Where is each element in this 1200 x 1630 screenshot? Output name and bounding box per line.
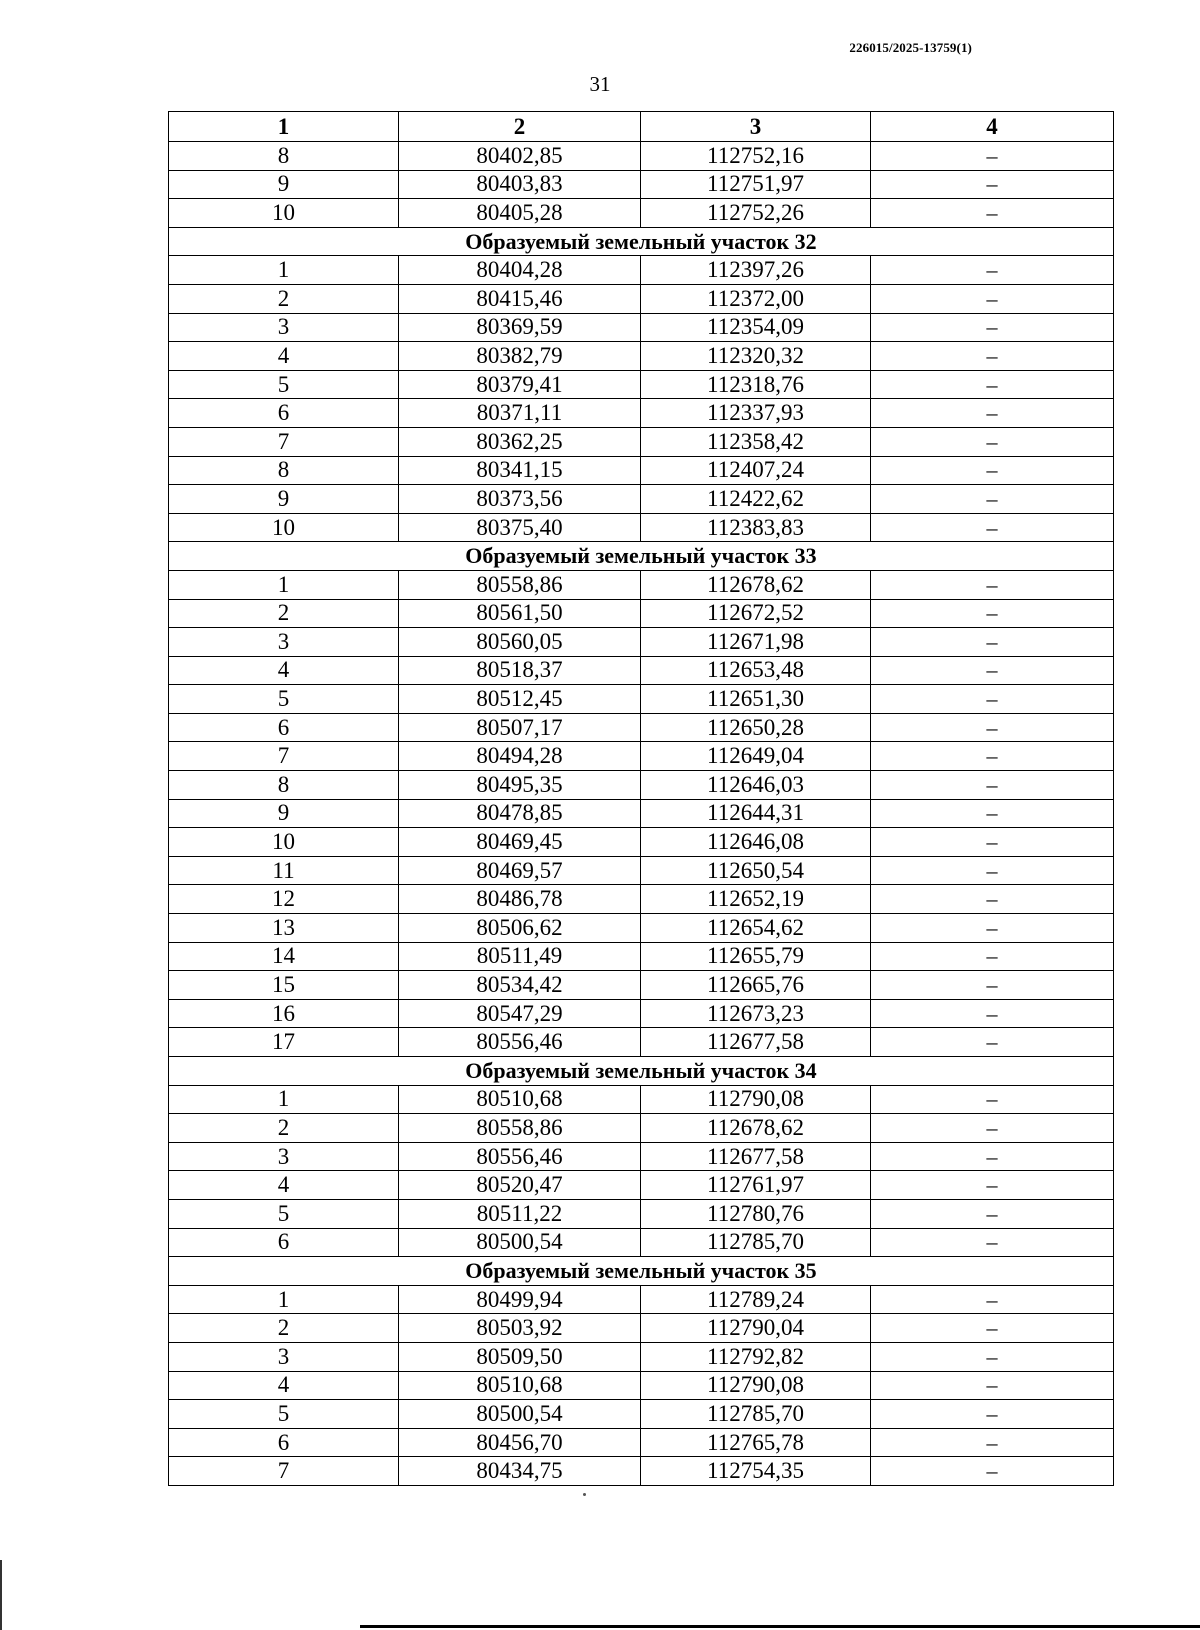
point-number: 6 (169, 1228, 399, 1257)
table-body (169, 142, 1114, 1486)
note-cell: – (871, 828, 1114, 857)
table-row (169, 1371, 1114, 1400)
point-number: 4 (169, 1371, 399, 1400)
note-cell: – (871, 771, 1114, 800)
note-cell: – (871, 170, 1114, 199)
coordinate-x: 80560,05 (399, 628, 641, 657)
table-row (169, 1114, 1114, 1143)
coordinate-x: 80556,46 (399, 1028, 641, 1057)
coordinate-y: 112672,52 (641, 599, 871, 628)
header-row (169, 112, 1114, 142)
coordinate-y: 112644,31 (641, 799, 871, 828)
table-row (169, 942, 1114, 971)
coordinate-x: 80510,68 (399, 1085, 641, 1114)
note-cell: – (871, 999, 1114, 1028)
table-row (169, 713, 1114, 742)
coordinate-x: 80561,50 (399, 599, 641, 628)
note-cell: – (871, 685, 1114, 714)
note-cell: – (871, 427, 1114, 456)
note-cell: – (871, 1028, 1114, 1057)
scan-speck (583, 1493, 586, 1496)
note-cell: – (871, 456, 1114, 485)
coordinate-y: 112780,76 (641, 1199, 871, 1228)
coordinate-x: 80382,79 (399, 342, 641, 371)
coordinate-y: 112646,03 (641, 771, 871, 800)
note-cell: – (871, 742, 1114, 771)
table-row (169, 570, 1114, 599)
note-cell: – (871, 1342, 1114, 1371)
note-cell: – (871, 313, 1114, 342)
coordinate-y: 112761,97 (641, 1171, 871, 1200)
section-row (169, 542, 1114, 571)
point-number: 9 (169, 170, 399, 199)
coordinate-y: 112671,98 (641, 628, 871, 657)
point-number: 11 (169, 856, 399, 885)
coordinate-y: 112677,58 (641, 1028, 871, 1057)
point-number: 3 (169, 1142, 399, 1171)
note-cell: – (871, 599, 1114, 628)
coordinate-x: 80402,85 (399, 142, 641, 171)
point-number: 4 (169, 656, 399, 685)
coordinate-y: 112383,83 (641, 513, 871, 542)
coordinate-y: 112790,08 (641, 1371, 871, 1400)
point-number: 5 (169, 370, 399, 399)
point-number: 2 (169, 1114, 399, 1143)
coordinate-x: 80469,57 (399, 856, 641, 885)
table-row (169, 599, 1114, 628)
coordinate-y: 112318,76 (641, 370, 871, 399)
coordinate-y: 112754,35 (641, 1457, 871, 1486)
point-number: 2 (169, 1314, 399, 1343)
point-number: 3 (169, 628, 399, 657)
note-cell: – (871, 142, 1114, 171)
table-row (169, 1199, 1114, 1228)
coordinate-x: 80405,28 (399, 199, 641, 228)
section-title: Образуемый земельный участок 35 (169, 1257, 1114, 1286)
table-row (169, 370, 1114, 399)
point-number: 15 (169, 971, 399, 1000)
note-cell: – (871, 485, 1114, 514)
note-cell: – (871, 1171, 1114, 1200)
coordinate-y: 112358,42 (641, 427, 871, 456)
note-cell: – (871, 1400, 1114, 1429)
section-row (169, 227, 1114, 256)
point-number: 3 (169, 1342, 399, 1371)
coordinate-y: 112354,09 (641, 313, 871, 342)
coordinate-y: 112677,58 (641, 1142, 871, 1171)
note-cell: – (871, 1285, 1114, 1314)
coordinate-x: 80469,45 (399, 828, 641, 857)
table-row (169, 427, 1114, 456)
point-number: 1 (169, 1285, 399, 1314)
table-row (169, 771, 1114, 800)
coordinate-x: 80547,29 (399, 999, 641, 1028)
coordinate-y: 112752,26 (641, 199, 871, 228)
section-row (169, 1257, 1114, 1286)
table-row (169, 1342, 1114, 1371)
note-cell: – (871, 570, 1114, 599)
coordinate-y: 112653,48 (641, 656, 871, 685)
table-row (169, 1028, 1114, 1057)
point-number: 8 (169, 771, 399, 800)
table-row (169, 485, 1114, 514)
note-cell: – (871, 942, 1114, 971)
coordinate-x: 80556,46 (399, 1142, 641, 1171)
coordinate-x: 80375,40 (399, 513, 641, 542)
coordinate-x: 80507,17 (399, 713, 641, 742)
coordinate-y: 112678,62 (641, 1114, 871, 1143)
coordinate-y: 112652,19 (641, 885, 871, 914)
table-row (169, 1085, 1114, 1114)
coordinate-y: 112320,32 (641, 342, 871, 371)
table-row (169, 284, 1114, 313)
section-title: Образуемый земельный участок 34 (169, 1057, 1114, 1086)
note-cell: – (871, 1142, 1114, 1171)
note-cell: – (871, 1228, 1114, 1257)
coordinate-y: 112678,62 (641, 570, 871, 599)
page-number: 31 (589, 72, 611, 96)
note-cell: – (871, 199, 1114, 228)
point-number: 9 (169, 799, 399, 828)
point-number: 7 (169, 427, 399, 456)
note-cell: – (871, 799, 1114, 828)
point-number: 1 (169, 256, 399, 285)
coordinate-x: 80503,92 (399, 1314, 641, 1343)
point-number: 5 (169, 1199, 399, 1228)
coordinate-x: 80478,85 (399, 799, 641, 828)
coordinate-x: 80415,46 (399, 284, 641, 313)
note-cell: – (871, 856, 1114, 885)
coordinate-x: 80486,78 (399, 885, 641, 914)
point-number: 4 (169, 342, 399, 371)
table-row (169, 1228, 1114, 1257)
coordinate-y: 112751,97 (641, 170, 871, 199)
note-cell: – (871, 656, 1114, 685)
point-number: 14 (169, 942, 399, 971)
coordinate-x: 80518,37 (399, 656, 641, 685)
table-row (169, 142, 1114, 171)
note-cell: – (871, 1428, 1114, 1457)
section-title: Образуемый земельный участок 32 (169, 227, 1114, 256)
point-number: 7 (169, 1457, 399, 1486)
coordinate-y: 112337,93 (641, 399, 871, 428)
table-row (169, 971, 1114, 1000)
coordinate-x: 80509,50 (399, 1342, 641, 1371)
table-row (169, 1428, 1114, 1457)
table-row (169, 342, 1114, 371)
coordinate-x: 80369,59 (399, 313, 641, 342)
point-number: 1 (169, 570, 399, 599)
note-cell: – (871, 1457, 1114, 1486)
table-row (169, 799, 1114, 828)
coordinate-x: 80500,54 (399, 1400, 641, 1429)
point-number: 10 (169, 199, 399, 228)
note-cell: – (871, 1371, 1114, 1400)
table-row (169, 999, 1114, 1028)
point-number: 7 (169, 742, 399, 771)
coordinate-y: 112789,24 (641, 1285, 871, 1314)
coordinates-table (168, 111, 1114, 1486)
coordinate-x: 80362,25 (399, 427, 641, 456)
document-id: 226015/2025-13759(1) (849, 40, 972, 55)
column-header-4: 4 (871, 112, 1114, 142)
coordinate-y: 112790,08 (641, 1085, 871, 1114)
note-cell: – (871, 284, 1114, 313)
coordinate-y: 112654,62 (641, 914, 871, 943)
coordinate-y: 112765,78 (641, 1428, 871, 1457)
point-number: 6 (169, 713, 399, 742)
coordinate-y: 112792,82 (641, 1342, 871, 1371)
coordinate-x: 80379,41 (399, 370, 641, 399)
coordinate-x: 80373,56 (399, 485, 641, 514)
coordinate-y: 112673,23 (641, 999, 871, 1028)
coordinate-y: 112650,54 (641, 856, 871, 885)
table-row (169, 256, 1114, 285)
section-title: Образуемый земельный участок 33 (169, 542, 1114, 571)
table-row (169, 1314, 1114, 1343)
table-row (169, 456, 1114, 485)
table-row (169, 628, 1114, 657)
coordinate-y: 112790,04 (641, 1314, 871, 1343)
coordinate-x: 80403,83 (399, 170, 641, 199)
coordinate-y: 112649,04 (641, 742, 871, 771)
table-row (169, 513, 1114, 542)
coordinate-x: 80341,15 (399, 456, 641, 485)
note-cell: – (871, 342, 1114, 371)
note-cell: – (871, 1085, 1114, 1114)
point-number: 17 (169, 1028, 399, 1057)
table-row (169, 170, 1114, 199)
table-row (169, 199, 1114, 228)
point-number: 6 (169, 1428, 399, 1457)
coordinate-x: 80511,49 (399, 942, 641, 971)
table-row (169, 1457, 1114, 1486)
note-cell: – (871, 1199, 1114, 1228)
note-cell: – (871, 256, 1114, 285)
note-cell: – (871, 399, 1114, 428)
coordinate-x: 80500,54 (399, 1228, 641, 1257)
table-row (169, 828, 1114, 857)
point-number: 1 (169, 1085, 399, 1114)
coordinate-x: 80534,42 (399, 971, 641, 1000)
point-number: 5 (169, 685, 399, 714)
coordinate-y: 112651,30 (641, 685, 871, 714)
coordinate-x: 80495,35 (399, 771, 641, 800)
coordinate-y: 112422,62 (641, 485, 871, 514)
coordinate-x: 80404,28 (399, 256, 641, 285)
note-cell: – (871, 914, 1114, 943)
coordinate-x: 80456,70 (399, 1428, 641, 1457)
point-number: 13 (169, 914, 399, 943)
note-cell: – (871, 1314, 1114, 1343)
point-number: 6 (169, 399, 399, 428)
point-number: 4 (169, 1171, 399, 1200)
coordinate-y: 112785,70 (641, 1228, 871, 1257)
table-row (169, 914, 1114, 943)
note-cell: – (871, 971, 1114, 1000)
table-header (169, 112, 1114, 142)
table-row (169, 742, 1114, 771)
coordinate-y: 112372,00 (641, 284, 871, 313)
scan-edge-mark (0, 1560, 2, 1630)
column-header-2: 2 (399, 112, 641, 142)
note-cell: – (871, 1114, 1114, 1143)
table-row (169, 856, 1114, 885)
table-row (169, 885, 1114, 914)
table-row (169, 313, 1114, 342)
point-number: 16 (169, 999, 399, 1028)
coordinate-y: 112407,24 (641, 456, 871, 485)
note-cell: – (871, 513, 1114, 542)
point-number: 2 (169, 284, 399, 313)
note-cell: – (871, 885, 1114, 914)
coordinate-x: 80510,68 (399, 1371, 641, 1400)
point-number: 10 (169, 513, 399, 542)
table-row (169, 685, 1114, 714)
point-number: 12 (169, 885, 399, 914)
coordinate-x: 80494,28 (399, 742, 641, 771)
coordinate-y: 112785,70 (641, 1400, 871, 1429)
point-number: 8 (169, 142, 399, 171)
coordinate-y: 112665,76 (641, 971, 871, 1000)
point-number: 2 (169, 599, 399, 628)
coordinate-x: 80434,75 (399, 1457, 641, 1486)
table-row (169, 399, 1114, 428)
point-number: 3 (169, 313, 399, 342)
coordinate-x: 80499,94 (399, 1285, 641, 1314)
section-row (169, 1057, 1114, 1086)
point-number: 9 (169, 485, 399, 514)
coordinate-x: 80371,11 (399, 399, 641, 428)
note-cell: – (871, 370, 1114, 399)
note-cell: – (871, 628, 1114, 657)
coordinate-x: 80512,45 (399, 685, 641, 714)
coordinate-y: 112752,16 (641, 142, 871, 171)
coordinate-y: 112646,08 (641, 828, 871, 857)
column-header-3: 3 (641, 112, 871, 142)
point-number: 8 (169, 456, 399, 485)
point-number: 10 (169, 828, 399, 857)
coordinate-x: 80511,22 (399, 1199, 641, 1228)
scan-bottom-rule (360, 1625, 1200, 1628)
table-row (169, 1142, 1114, 1171)
table-row (169, 1400, 1114, 1429)
coordinate-y: 112397,26 (641, 256, 871, 285)
table-row (169, 656, 1114, 685)
column-header-1: 1 (169, 112, 399, 142)
coordinate-x: 80506,62 (399, 914, 641, 943)
coordinate-x: 80520,47 (399, 1171, 641, 1200)
note-cell: – (871, 713, 1114, 742)
coordinate-y: 112650,28 (641, 713, 871, 742)
table-row (169, 1285, 1114, 1314)
point-number: 5 (169, 1400, 399, 1429)
coordinate-x: 80558,86 (399, 1114, 641, 1143)
table-row (169, 1171, 1114, 1200)
coordinate-x: 80558,86 (399, 570, 641, 599)
coordinate-y: 112655,79 (641, 942, 871, 971)
